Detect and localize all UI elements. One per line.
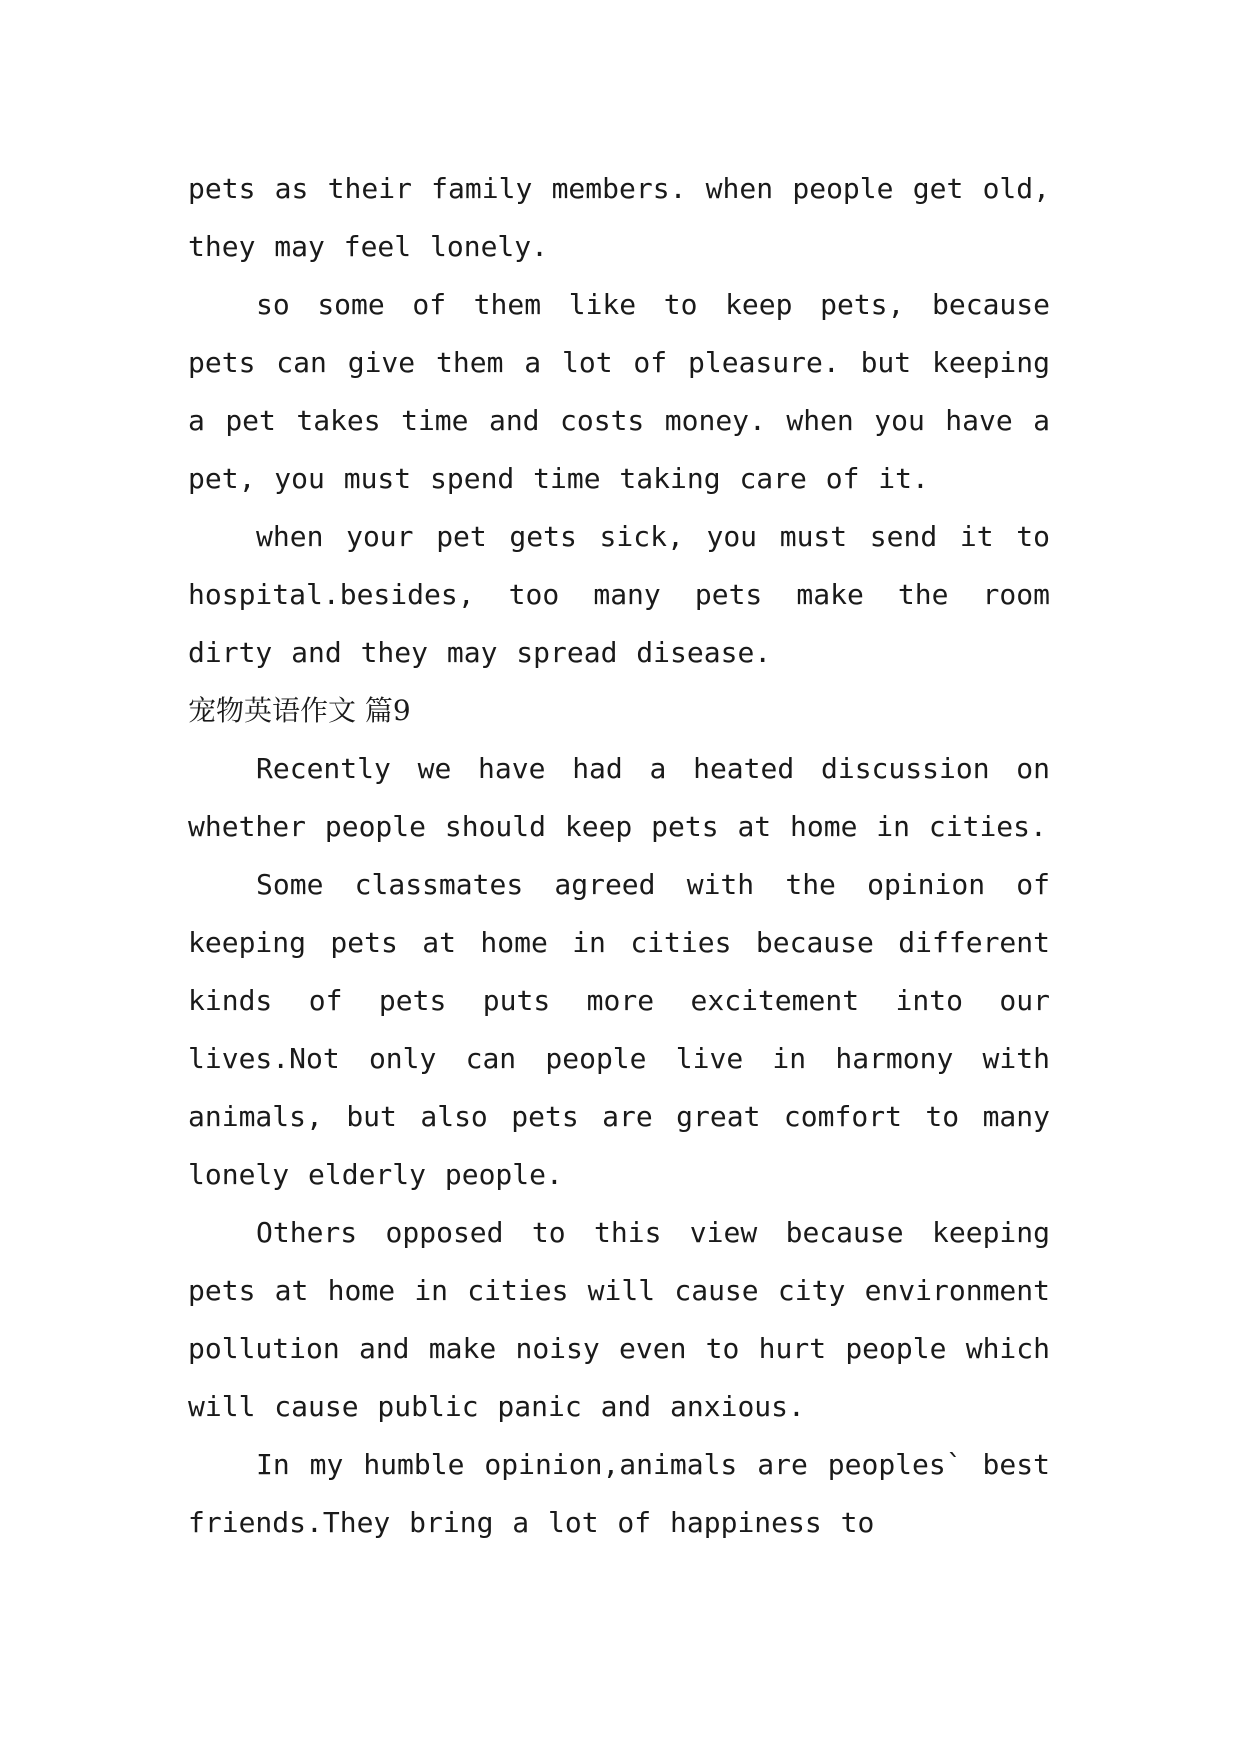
section-heading: 宠物英语作文 篇9 [188,694,411,727]
paragraph-recently: Recently we have had a heated discussion on whether people should keep pets at home in cities. [188,752,1050,843]
paragraph-continuation: pets as their family members. when people get old, they may feel lonely. [188,172,1050,263]
paragraph-pet-sick: when your pet gets sick, you must send it to hospital.besides, too many pets make the room dirty and they may spread disease. [188,520,1050,669]
paragraph-humble-opinion: In my humble opinion,animals are peoples` best friends.They bring a lot of happiness to [188,1448,1050,1539]
document-body [188,160,1050,1552]
paragraph-some-classmates: Some classmates agreed with the opinion of keeping pets at home in cities because different kinds of pets puts more excitement into our lives.Not only can people live in harmony with animals, but also pets are great comfort to many lonely elderly people. [188,868,1050,1191]
paragraph-others-opposed: Others opposed to this view because keeping pets at home in cities will cause city environment pollution and make noisy even to hurt people which will cause public panic and anxious. [188,1216,1050,1423]
paragraph-keep-pets: so some of them like to keep pets, because pets can give them a lot of pleasure. but keeping a pet takes time and costs money. when you have a pet, you must spend time taking care of it. [188,288,1050,495]
